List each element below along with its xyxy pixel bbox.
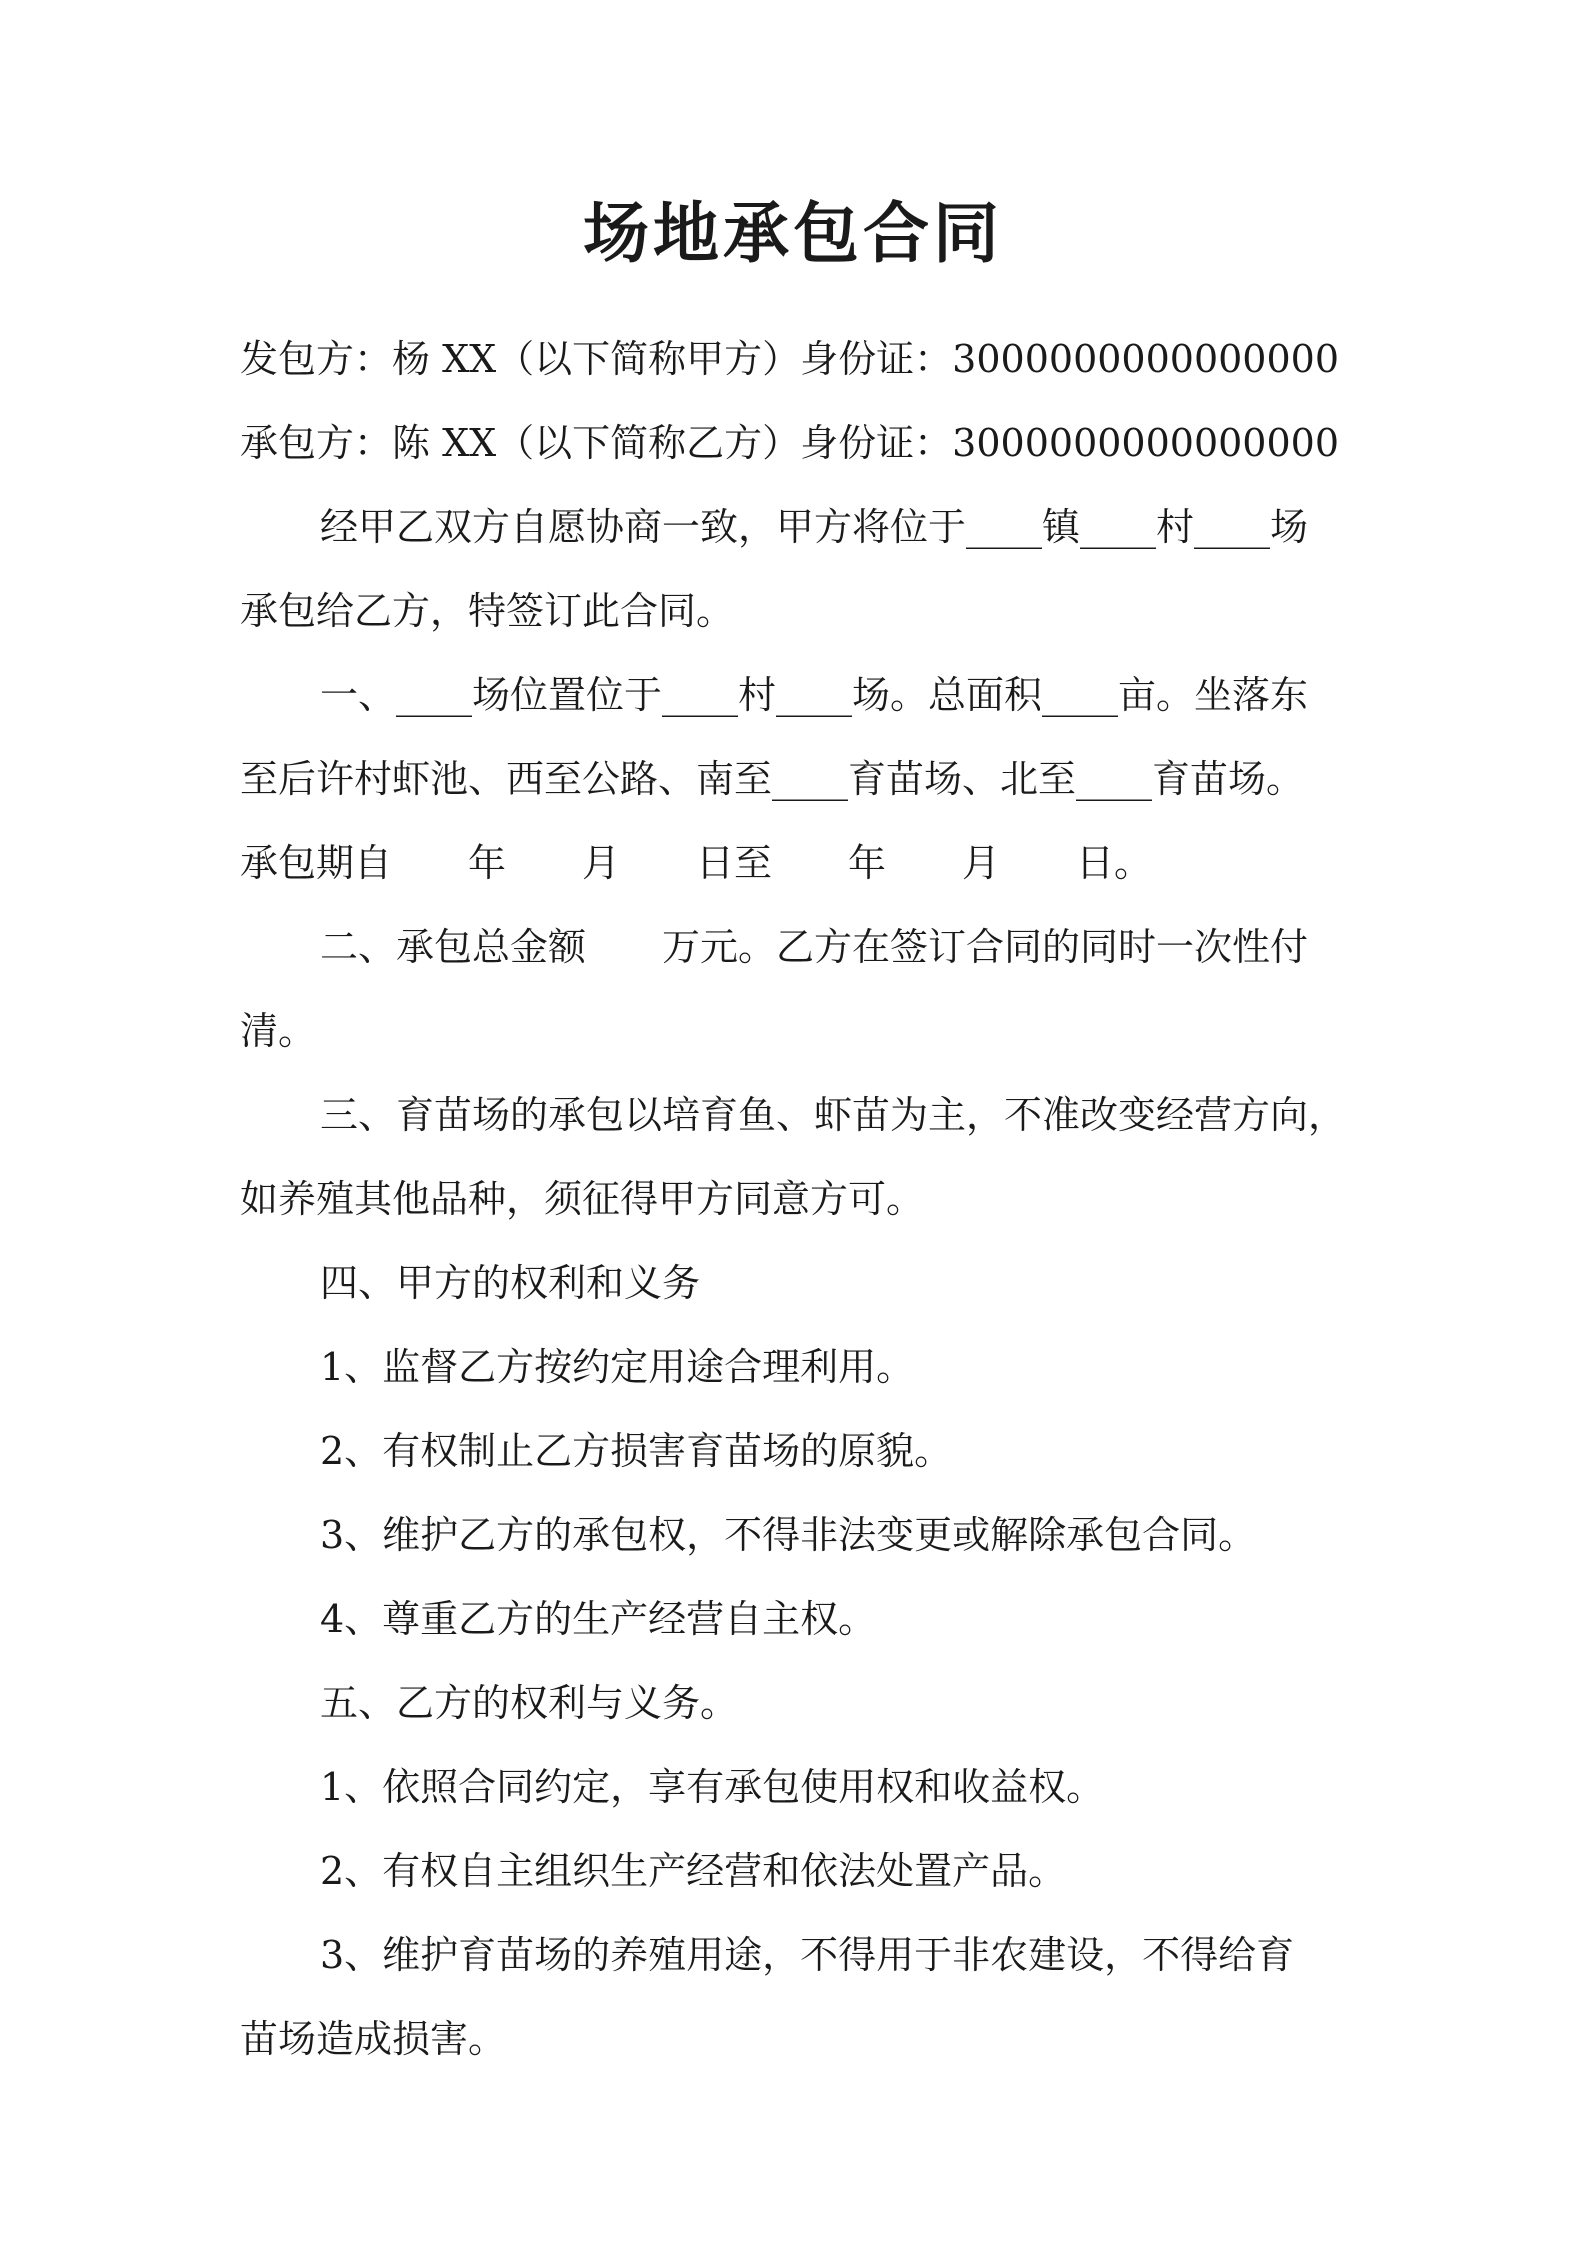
clause-1-line-2: 至后许村虾池、西至公路、南至____育苗场、北至____育苗场。 (240, 757, 1305, 801)
clause-4-item-3: 3、维护乙方的承包权，不得非法变更或解除承包合同。 (320, 1513, 1257, 1557)
clause-2-line-2: 清。 (240, 1009, 317, 1053)
party-a-line: 发包方：杨 XX（以下简称甲方）身份证：3000000000000000 (240, 337, 1340, 381)
clause-4-heading: 四、甲方的权利和义务 (320, 1261, 701, 1305)
clause-4-item-4: 4、尊重乙方的生产经营自主权。 (320, 1597, 877, 1641)
clause-5-item-3-line-1: 3、维护育苗场的养殖用途，不得用于非农建设，不得给育 (320, 1933, 1295, 1977)
clause-5-item-3-line-2: 苗场造成损害。 (240, 2017, 507, 2061)
clause-4-item-1: 1、监督乙方按约定用途合理利用。 (320, 1345, 915, 1389)
clause-3-line-1: 三、育苗场的承包以培育鱼、虾苗为主，不准改变经营方向， (320, 1093, 1347, 1137)
clause-2-line-1: 二、承包总金额 万元。乙方在签订合同的同时一次性付 (320, 925, 1309, 969)
clause-5-item-1: 1、依照合同约定，享有承包使用权和收益权。 (320, 1765, 1105, 1809)
clause-5-item-2: 2、有权自主组织生产经营和依法处置产品。 (320, 1849, 1067, 1893)
party-b-line: 承包方：陈 XX（以下简称乙方）身份证：3000000000000000 (240, 421, 1340, 465)
clause-5-heading: 五、乙方的权利与义务。 (320, 1681, 739, 1725)
clause-4-item-2: 2、有权制止乙方损害育苗场的原貌。 (320, 1429, 953, 1473)
clause-3-line-2: 如养殖其他品种，须征得甲方同意方可。 (240, 1177, 925, 1221)
intro-paragraph-line-2: 承包给乙方，特签订此合同。 (240, 589, 735, 633)
clause-1-line-1: 一、____场位置位于____村____场。总面积____亩。坐落东 (320, 673, 1309, 717)
clause-1-line-3: 承包期自 年 月 日至 年 月 日。 (240, 841, 1153, 885)
document-title: 场地承包合同 (583, 194, 1003, 272)
intro-paragraph-line-1: 经甲乙双方自愿协商一致，甲方将位于____镇____村____场 (320, 505, 1309, 549)
